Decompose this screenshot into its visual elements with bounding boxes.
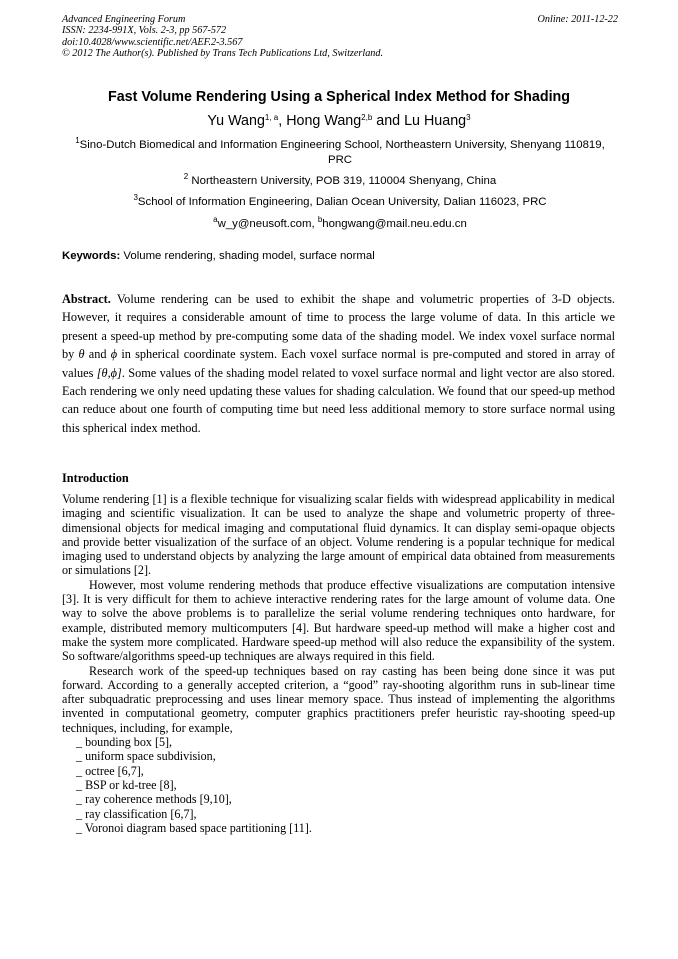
abstract-text: . Some values of the shading model related to voxel surface normal and light vector are also stored. Each rendering we only need updating these values for shading calculation. We found that our speed-up method can reduce about one fourth of computing time but need less additional memory to store surface normal using this spherical index method.: [62, 365, 615, 435]
abstract-text: Volume rendering can be used to exhibit the shape and volumetric properties of 3-D objects. However, it requires a considerable amount of time to process the large volume of data. In this article we present a speed-up method by pre-computing some data of the shading model. We index voxel surface normal by: [62, 292, 615, 362]
introduction-body: [62, 492, 615, 835]
introduction-heading: Introduction: [62, 471, 129, 485]
author-affiliation-mark: 2,b: [361, 113, 373, 122]
issn-line: ISSN: 2234-991X, Vols. 2-3, pp 567-572: [62, 25, 227, 37]
list-item: _ ray classification [6,7],: [76, 806, 197, 821]
email-mark: b: [317, 215, 323, 224]
keywords-label: Keywords:: [62, 250, 121, 262]
affiliation-3: [62, 195, 618, 210]
author-name: Lu Huang: [404, 113, 467, 129]
keywords-text: Volume rendering, shading model, surface normal: [120, 250, 375, 262]
paper-title: Fast Volume Rendering Using a Spherical Index Method for Shading: [107, 89, 571, 105]
author-list: [40, 112, 638, 130]
list-item: _ ray coherence methods [9,10],: [76, 792, 232, 807]
email-address: w_y@neusoft.com,: [217, 218, 318, 230]
author-emails: [62, 217, 618, 232]
journal-header: [62, 14, 618, 60]
paragraph: However, most volume rendering methods that produce effective visualizations are computation intensive [3]. It is very difficult for them to achieve interactive rendering rates for the large amount of volume data. One way to solve the above problems is to parallelize the serial volume rendering techniques onto hardware, for example, distributed memory multicomputers [4]. But hardware speed-up method will make a higher cost and make the system more complicated. Hardware speed-up method will also reduce the expansibility of the system. So software/algorithms speed-up techniques are always required in this field.: [62, 577, 615, 664]
affiliation-mark: 3: [133, 193, 138, 202]
online-date: Online: 2011-12-22: [537, 14, 618, 25]
phi-symbol: ϕ: [110, 347, 118, 362]
author-separator: and: [372, 113, 405, 129]
abstract-label: Abstract.: [62, 292, 111, 306]
doi-line: doi:10.4028/www.scientific.net/AEF.2-3.567: [62, 36, 243, 48]
theta-symbol: θ: [78, 347, 85, 362]
author-affiliation-mark: 1, a: [264, 113, 279, 122]
speedup-technique-list: [62, 735, 615, 835]
abstract: [62, 290, 615, 437]
affiliation-mark: 1: [75, 136, 80, 145]
list-item: _ bounding box [5],: [76, 735, 173, 750]
email-address: hongwang@mail.neu.edu.cn: [322, 218, 467, 230]
list-item: _ uniform space subdivision,: [76, 749, 216, 764]
author-separator: ,: [278, 113, 287, 129]
list-item: _ BSP or kd-tree [8],: [76, 777, 177, 792]
author-affiliation-mark: 3: [466, 113, 471, 122]
abstract-text: in spherical coordinate system. Each voxel surface normal is pre-computed and stored in array of values: [62, 347, 615, 380]
keywords: [62, 249, 618, 263]
abstract-text: and: [84, 347, 111, 362]
list-item: _ Voronoi diagram based space partitioning [11].: [76, 820, 312, 835]
theta-phi-vector: [θ,ϕ]: [96, 365, 122, 380]
list-item: _ octree [6,7],: [76, 763, 144, 778]
affiliation-mark: 2: [183, 172, 189, 181]
copyright-line: © 2012 The Author(s). Published by Trans Tech Publications Ltd, Switzerland.: [62, 48, 384, 60]
author-name: Hong Wang: [286, 113, 362, 129]
affiliation-text: Sino-Dutch Biomedical and Information Engineering School, Northeastern University, Shenyang 110819, PRC: [79, 139, 605, 166]
affiliation-text: Northeastern University, POB 319, 110004 Shenyang, China: [188, 175, 497, 187]
author-name: Yu Wang: [207, 113, 265, 129]
paragraph: Research work of the speed-up techniques based on ray casting has been being done since it was put forward. According to a generally accepted criterion, a “good” ray-shooting algorithm runs in sub-linear time after subquadratic preprocessing and uses linear memory space. Thus instead of implementing the algorithms invented in computational geometry, computer graphics practitioners prefer heuristic ray-shooting speed-up techniques, including, for example,: [62, 663, 615, 735]
affiliation-text: School of Information Engineering, Dalian Ocean University, Dalian 116023, PRC: [137, 196, 547, 208]
paragraph: Volume rendering [1] is a flexible technique for visualizing scalar fields with widespread applicability in medical imaging and scientific visualization. It can be used to analyze the shape and volumetric property of three-dimensional objects for medical imaging and computational fluid dynamics. It can display semi-opaque objects and provide better visualization of the surface of an object. Volume rendering is a popular technique for medical imaging used to understand objects by analyzing the large amount of empirical data obtained from measurements or simulations [2].: [62, 492, 615, 578]
affiliation-1: [62, 138, 618, 167]
affiliation-2: [62, 174, 618, 189]
journal-name: Advanced Engineering Forum: [62, 14, 186, 25]
email-mark: a: [213, 215, 218, 224]
